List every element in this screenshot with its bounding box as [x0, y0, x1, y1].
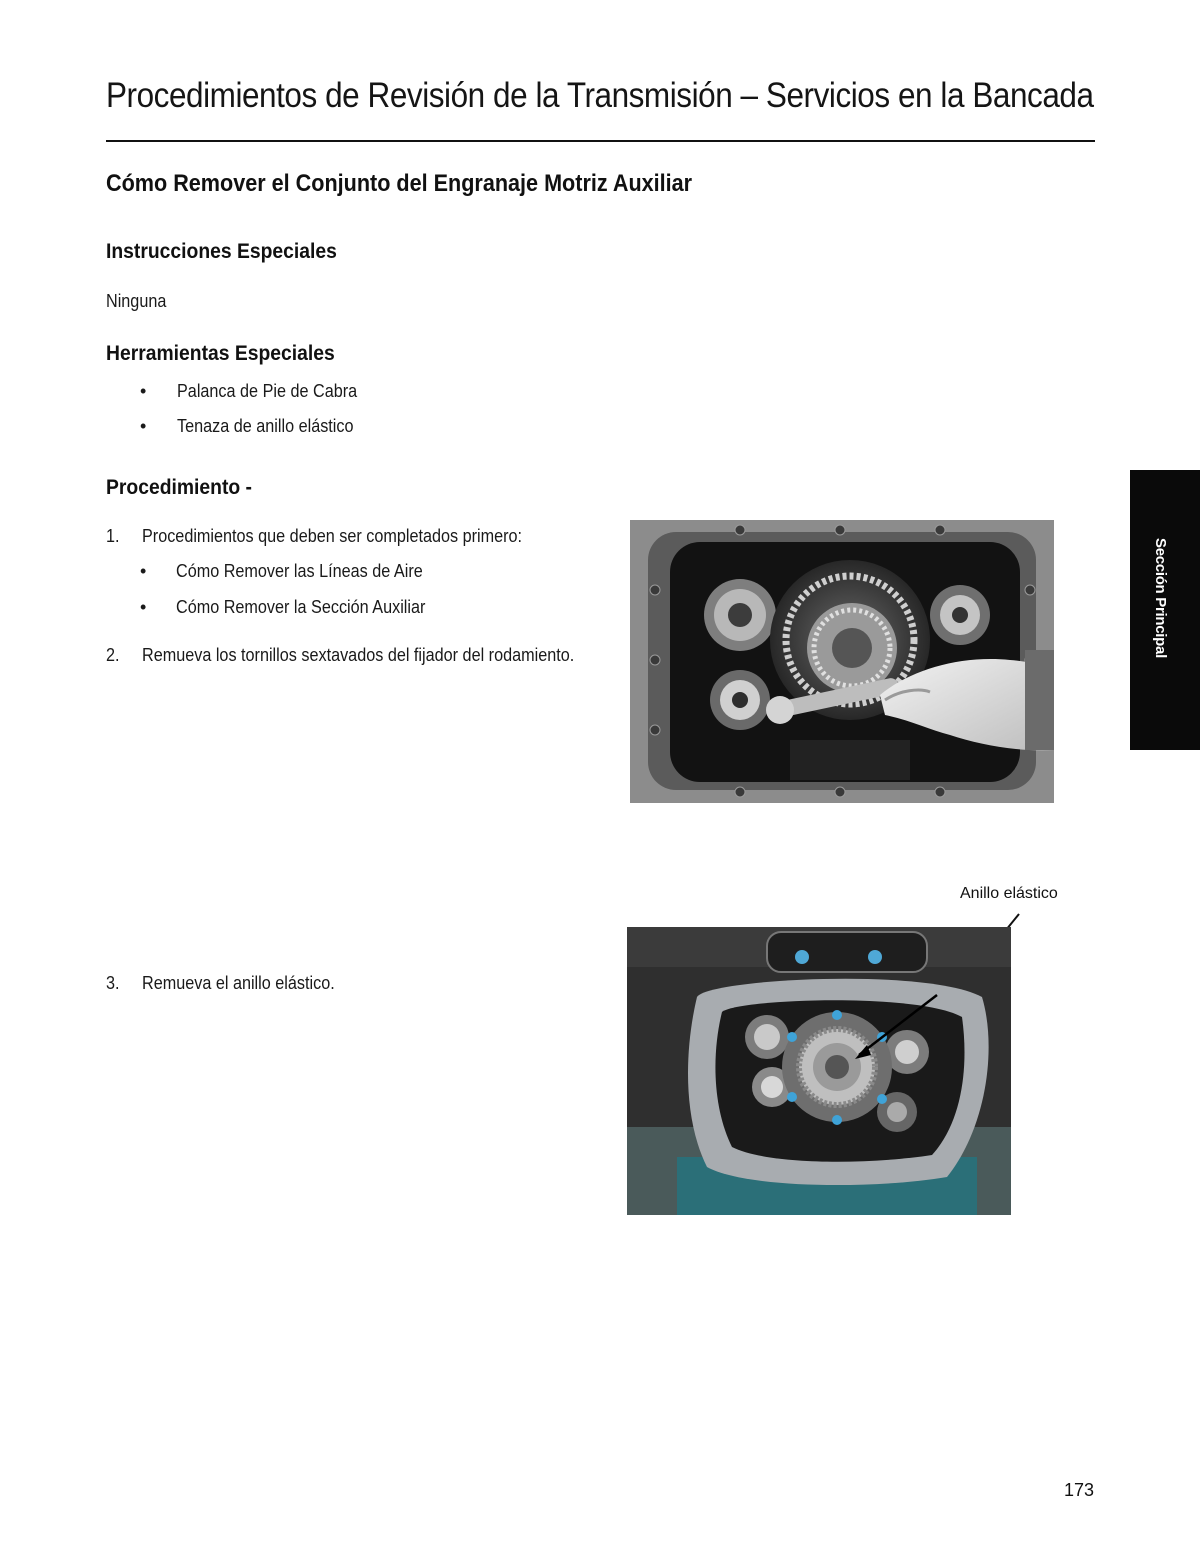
bullet-icon: •	[140, 561, 147, 581]
special-tools-heading: Herramientas Especiales	[106, 342, 335, 365]
snap-ring-photo	[627, 927, 1011, 1215]
list-item: Cómo Remover las Líneas de Aire	[176, 561, 423, 581]
bullet-icon: •	[140, 416, 147, 436]
step-number: 1.	[106, 526, 120, 546]
list-item: Palanca de Pie de Cabra	[177, 381, 358, 401]
section-heading: Cómo Remover el Conjunto del Engranaje Motriz Auxiliar	[106, 170, 693, 197]
special-instructions-text: Ninguna	[106, 291, 167, 311]
section-side-tab-label: Sección Principal	[1152, 538, 1169, 658]
bullet-icon: •	[140, 381, 147, 401]
gear-housing-photo	[630, 520, 1054, 803]
bullet-icon: •	[140, 597, 147, 617]
page-title: Procedimientos de Revisión de la Transmisión – Servicios en la Bancada	[106, 76, 1094, 115]
page-number: 173	[1064, 1480, 1095, 1500]
list-item: Cómo Remover la Sección Auxiliar	[176, 597, 426, 617]
title-divider	[106, 140, 1095, 142]
step-number: 3.	[106, 973, 120, 993]
step-text: Remueva los tornillos sextavados del fijador del rodamiento.	[142, 645, 575, 665]
procedure-heading: Procedimiento -	[106, 476, 253, 499]
list-item: Tenaza de anillo elástico	[177, 416, 354, 436]
step-text: Procedimientos que deben ser completados primero:	[142, 526, 523, 546]
special-instructions-heading: Instrucciones Especiales	[106, 240, 337, 263]
snap-ring-callout-label: Anillo elástico	[960, 885, 1058, 902]
step-text: Remueva el anillo elástico.	[142, 973, 335, 993]
step-number: 2.	[106, 645, 120, 665]
